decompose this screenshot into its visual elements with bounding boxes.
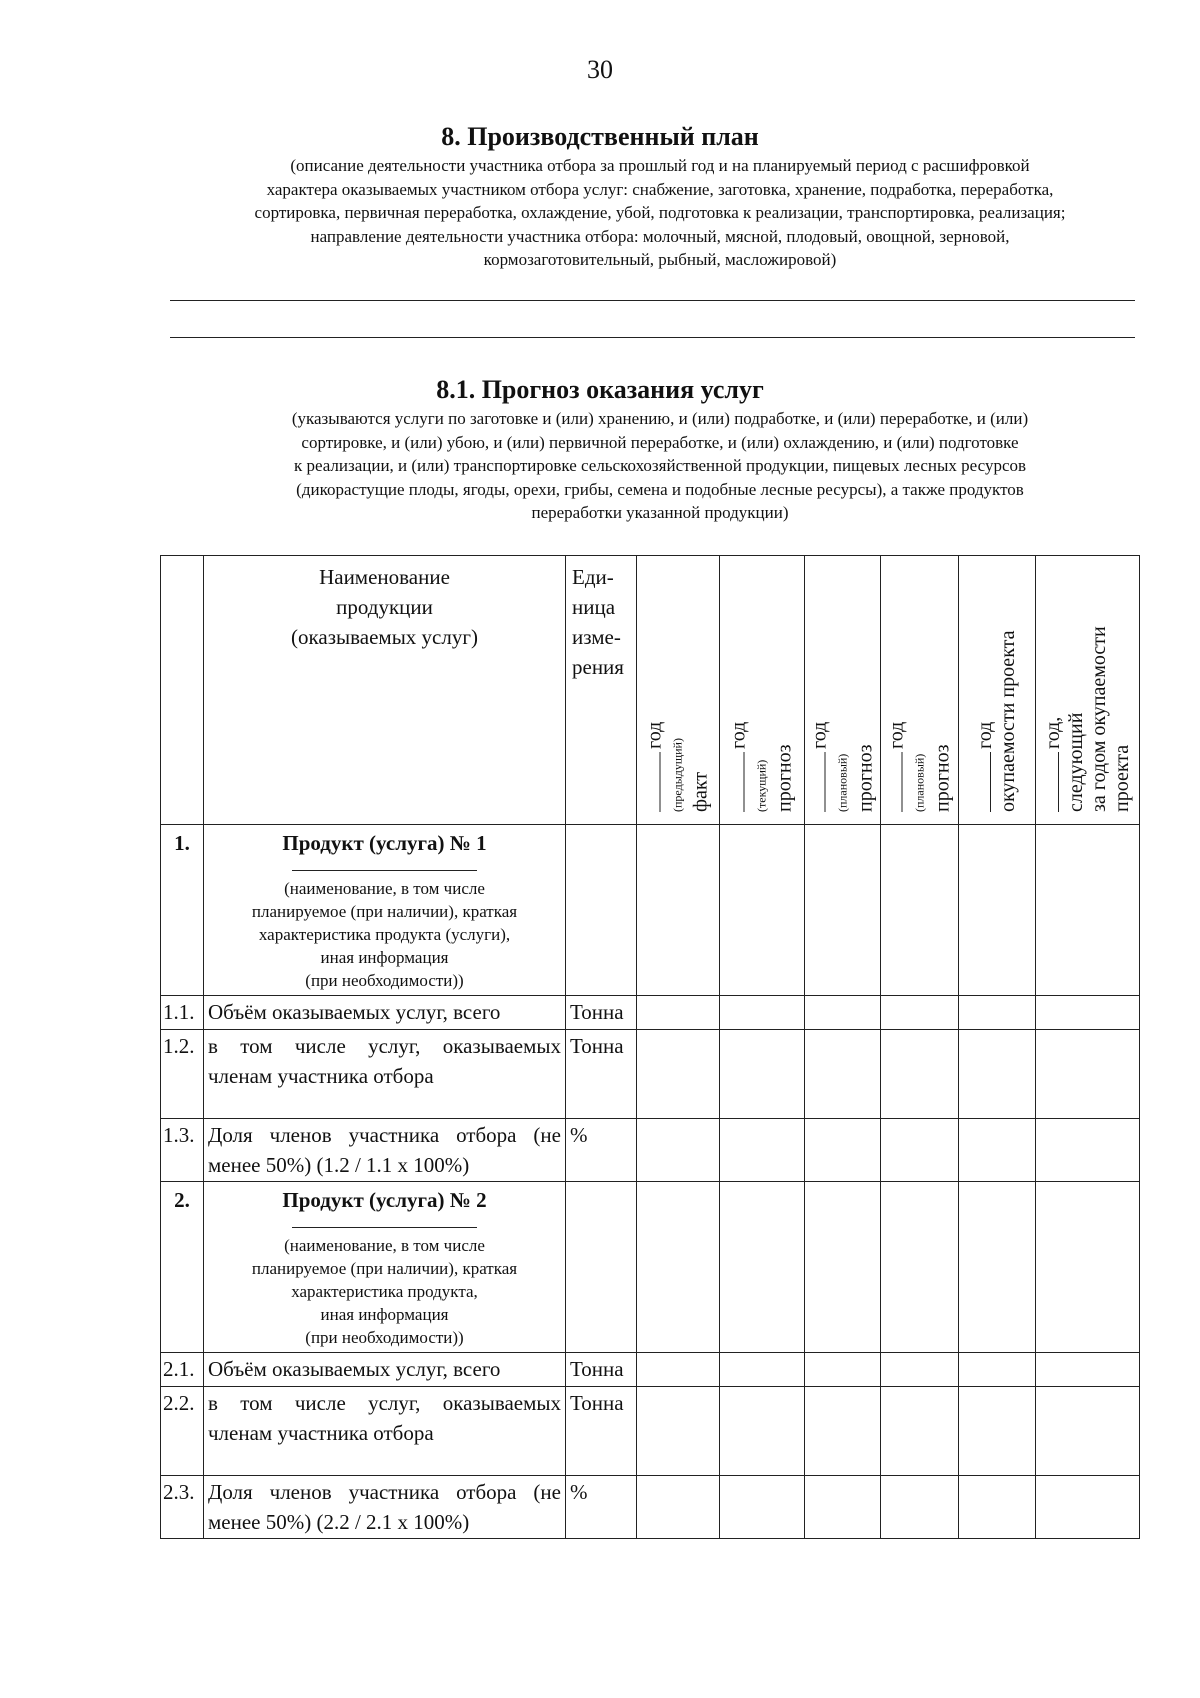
table-row: [161, 1119, 1140, 1182]
row-label: в том числе услуг, оказываемых членам участника отбора: [204, 1030, 566, 1119]
empty-cell: [1036, 1119, 1140, 1182]
header-planned-year-forecast-2: год (плановый) прогноз: [881, 556, 959, 825]
row-label: в том числе услуг, оказываемых членам участника отбора: [204, 1387, 566, 1476]
table-row: [161, 1030, 1140, 1119]
empty-cell: [881, 1387, 959, 1476]
empty-cell: [959, 1182, 1036, 1353]
product-description-cell: [204, 825, 566, 996]
empty-cell: [637, 1353, 720, 1387]
product-row: [161, 1182, 1140, 1353]
empty-cell: [1036, 1476, 1140, 1539]
empty-cell: [959, 1030, 1036, 1119]
empty-cell: [959, 1387, 1036, 1476]
empty-cell: [959, 1119, 1036, 1182]
table-row: [161, 1476, 1140, 1539]
product-number: 2.: [161, 1182, 204, 1353]
empty-cell: [805, 996, 881, 1030]
header-previous-year-fact: год (предыдущий) факт: [637, 556, 720, 825]
product-description-cell: [204, 1182, 566, 1353]
table-row: [161, 996, 1140, 1030]
blank-fill-line-2: [170, 337, 1135, 338]
empty-cell: [637, 1119, 720, 1182]
header-payback-year: год окупаемости проекта: [959, 556, 1036, 825]
row-unit: Тонна: [566, 1353, 637, 1387]
empty-cell: [1036, 1353, 1140, 1387]
product-number: 1.: [161, 825, 204, 996]
empty-cell: [805, 1030, 881, 1119]
product-row: [161, 825, 1140, 996]
empty-cell: [881, 1353, 959, 1387]
empty-cell: [1036, 1387, 1140, 1476]
empty-cell: [805, 825, 881, 996]
empty-cell: [637, 825, 720, 996]
blank-fill-line-1: [170, 300, 1135, 301]
empty-cell: [720, 825, 805, 996]
empty-cell: [805, 1353, 881, 1387]
product-name-blank-line: [292, 870, 477, 871]
empty-cell: [720, 1353, 805, 1387]
empty-cell: [881, 996, 959, 1030]
row-label: Доля членов участника отбора (не менее 50%) (1.2 / 1.1 х 100%): [204, 1119, 566, 1182]
row-number: 1.3.: [161, 1119, 204, 1182]
section-description: (описание деятельности участника отбора за прошлый год и на планируемый период с расшифровкой характера оказываемых участником отбора услуг: снабжение, заготовка, хранение, подработка, переработка, сортировка, первичная переработка, охлаждение, убой, подготовка к реализации, транспортировка, реализация; направление деятельности участника отбора: молочный, мясной, плодовый, овощной, зерновой, кормозаготовительный, рыбный, масложировой): [254, 156, 1066, 269]
forecast-table: [160, 555, 1140, 1539]
empty-cell: [720, 996, 805, 1030]
header-unit: Еди- ница изме- рения: [566, 556, 637, 825]
empty-cell: [881, 1182, 959, 1353]
empty-cell: [720, 1119, 805, 1182]
row-number: 2.1.: [161, 1353, 204, 1387]
empty-cell: [805, 1182, 881, 1353]
row-unit: Тонна: [566, 1030, 637, 1119]
empty-cell: [637, 1476, 720, 1539]
table-row: [161, 1353, 1140, 1387]
row-number: 1.2.: [161, 1030, 204, 1119]
empty-cell: [720, 1182, 805, 1353]
empty-cell: [1036, 1030, 1140, 1119]
product-title: Продукт (услуга) № 1: [282, 831, 487, 855]
row-unit: %: [566, 1476, 637, 1539]
section-title: 8. Производственный план: [441, 122, 759, 151]
subsection-description: (указываются услуги по заготовке и (или) хранению, и (или) подработке, и (или) переработке, и (или) сортировке, и (или) убою, и (или) первичной переработке, и (или) охлаждению, и (или) подготовке к реализации, и (или) транспортировке сельскохозяйственной продукции, пищевых лесных ресурсов (дикорастущие плоды, ягоды, орехи, грибы, семена и подобные лесные ресурсы), а также продуктов переработки указанной продукции): [291, 409, 1029, 522]
empty-cell: [637, 1030, 720, 1119]
empty-cell: [720, 1030, 805, 1119]
page-number: 30: [587, 55, 613, 84]
empty-cell: [805, 1476, 881, 1539]
header-product-name: Наименование продукции (оказываемых услуг): [204, 556, 566, 825]
empty-cell: [637, 1182, 720, 1353]
row-label: Объём оказываемых услуг, всего: [204, 996, 566, 1030]
header-current-year-forecast: год (текущий) прогноз: [720, 556, 805, 825]
empty-cell: [881, 825, 959, 996]
empty-cell: [881, 1119, 959, 1182]
product-title: Продукт (услуга) № 2: [282, 1188, 487, 1212]
row-unit: Тонна: [566, 1387, 637, 1476]
header-number-cell: [161, 556, 204, 825]
header-planned-year-forecast-1: год (плановый) прогноз: [805, 556, 881, 825]
row-unit: %: [566, 1119, 637, 1182]
empty-cell: [637, 996, 720, 1030]
product-note: (наименование, в том числе планируемое (при наличии), краткая характеристика продукта, иная информация (при необходимости)): [251, 1236, 518, 1347]
empty-cell: [959, 825, 1036, 996]
row-label: Доля членов участника отбора (не менее 50%) (2.2 / 2.1 х 100%): [204, 1476, 566, 1539]
row-number: 2.2.: [161, 1387, 204, 1476]
empty-cell: [881, 1030, 959, 1119]
empty-cell: [1036, 1182, 1140, 1353]
empty-cell: [720, 1387, 805, 1476]
empty-cell: [959, 996, 1036, 1030]
subsection-title: 8.1. Прогноз оказания услуг: [436, 375, 764, 404]
product-note: (наименование, в том числе планируемое (при наличии), краткая характеристика продукта (услуги), иная информация (при необходимости)): [251, 879, 518, 990]
empty-cell: [805, 1119, 881, 1182]
table-row: [161, 1387, 1140, 1476]
row-unit: Тонна: [566, 996, 637, 1030]
table-header-row: [161, 556, 1140, 825]
empty-cell: [1036, 996, 1140, 1030]
empty-cell: [959, 1476, 1036, 1539]
product-name-blank-line: [292, 1227, 477, 1228]
empty-cell: [881, 1476, 959, 1539]
row-number: 2.3.: [161, 1476, 204, 1539]
empty-cell: [959, 1353, 1036, 1387]
row-number: 1.1.: [161, 996, 204, 1030]
empty-cell: [637, 1387, 720, 1476]
header-year-after-payback: год, следующий за годом окупаемости проекта: [1036, 556, 1140, 825]
empty-cell: [566, 825, 637, 996]
empty-cell: [1036, 825, 1140, 996]
row-label: Объём оказываемых услуг, всего: [204, 1353, 566, 1387]
empty-cell: [566, 1182, 637, 1353]
empty-cell: [805, 1387, 881, 1476]
empty-cell: [720, 1476, 805, 1539]
